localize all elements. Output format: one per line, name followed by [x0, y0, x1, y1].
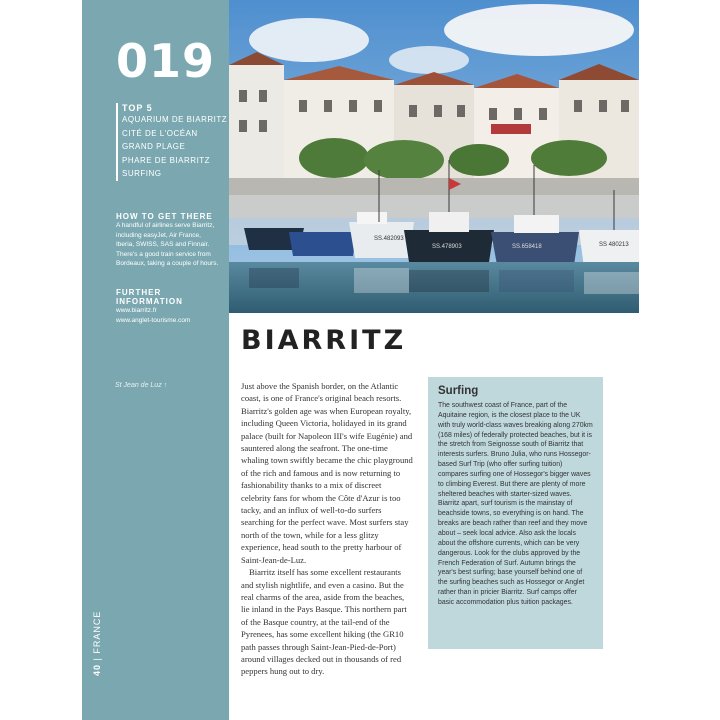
top5-item: SURFING	[122, 169, 162, 178]
boat-label: SS.482093	[374, 236, 404, 242]
further-information	[116, 288, 220, 325]
harbour-illustration	[229, 0, 639, 313]
boat-label: SS 480213	[599, 242, 629, 248]
top5-item: PHARE DE BIARRITZ	[122, 155, 211, 165]
photo-caption: St Jean de Luz ↑	[115, 382, 168, 389]
article-paragraph: Just above the Spanish border, on the Atlantic coast, is one of France's original beach resorts. Biarritz's golden age was when European royalty, including Queen Victoria, holidayed in its grand palace (built for Napoleon III's wife Eugénie) and sauntered along the seafront. The one-time whaling town swiftly became the chic playground of the rich and famous and is now returning to fashionability thanks to a mix of discreet celebrity fans for whom the Côte d'Azur is too tacky, and an influx of well-to-do surfers searching for the perfect wave. Most surfers stay north of the town, while for a less glitzy experience, head south to the pretty harbour of Saint-Jean-de-Luz.	[241, 381, 413, 565]
further-heading: FURTHER INFORMATION	[116, 288, 183, 306]
harbour-photo	[229, 0, 639, 313]
article-title: BIARRITZ	[241, 325, 407, 356]
article-body	[241, 380, 413, 678]
how-to-get-there	[116, 212, 220, 269]
top5-item: GRAND PLAGE	[122, 142, 186, 151]
sidebox-text: The southwest coast of France, part of the Aquitaine region, is the closest place to the UK with truly world-class waves breaking along 270km (168 miles) of federally protected beaches, but it is the stretch from Seignosse south of Biarritz that interests surfers. Bruno Julia, who runs Hossegor-based Surf Trip (who offer surfing tuition) compares surfing one of Hossegor's bigger waves to climbing Everest. But there are plenty of more sheltered beaches with starter-sized waves. Biarritz apart, surf tourism is the mainstay of beachside towns, so everything is on hand. The breaks are beach rather than reef and they move about – seek local advice. Also ask the locals about the offshore currents, which can be very dangerous. Look for the clubs approved by the French Federation of Surf. Autumn brings the year's best surfing; base yourself behind one of the surfing beaches such as Hossegor or Anglet rather than in pricier Biarritz. Surf camps offer basic accommodation plus tuition packages.	[438, 402, 593, 606]
article-paragraph: Biarritz itself has some excellent restaurants and stylish nightlife, and even a casino. But the real charms of the area, aside from the beaches, lie inland in the Pays Basque. This northern part of the Basque country, at the tail-end of the Pyrenees, has some excellent hiking (the GR10 path passes through Saint-Jean-Pied-de-Port) around villages decked out in thousands of red peppers hung out to dry.	[241, 567, 407, 677]
surfing-sidebox	[428, 377, 603, 649]
entry-number: 019	[116, 34, 216, 88]
page-footer	[92, 611, 102, 676]
top5-list	[116, 103, 227, 181]
section-name: FRANCE	[92, 610, 102, 654]
page-number: 40	[92, 663, 102, 676]
top5-item: CITÉ DE L'OCÉAN	[122, 128, 198, 138]
further-link[interactable]: www.biarritz.fr	[116, 307, 157, 314]
how-text: A handful of airlines serve Biarritz, including easyJet, Air France, Iberia, SWISS, SAS and Finnair. There's a good train service from Bordeaux, taking a couple of hours.	[116, 222, 219, 267]
top5-item: AQUARIUM DE BIARRITZ	[122, 115, 228, 124]
boat-label: SS.478903	[432, 244, 462, 250]
footer-divider: |	[92, 653, 102, 661]
further-link[interactable]: www.anglet-tourisme.com	[116, 316, 191, 324]
sidebox-heading: Surfing	[438, 385, 479, 397]
top5-heading: TOP 5	[122, 103, 153, 113]
boat-label: SS.658418	[512, 244, 542, 250]
how-heading: HOW TO GET THERE	[116, 212, 213, 221]
sidebar	[82, 0, 229, 720]
